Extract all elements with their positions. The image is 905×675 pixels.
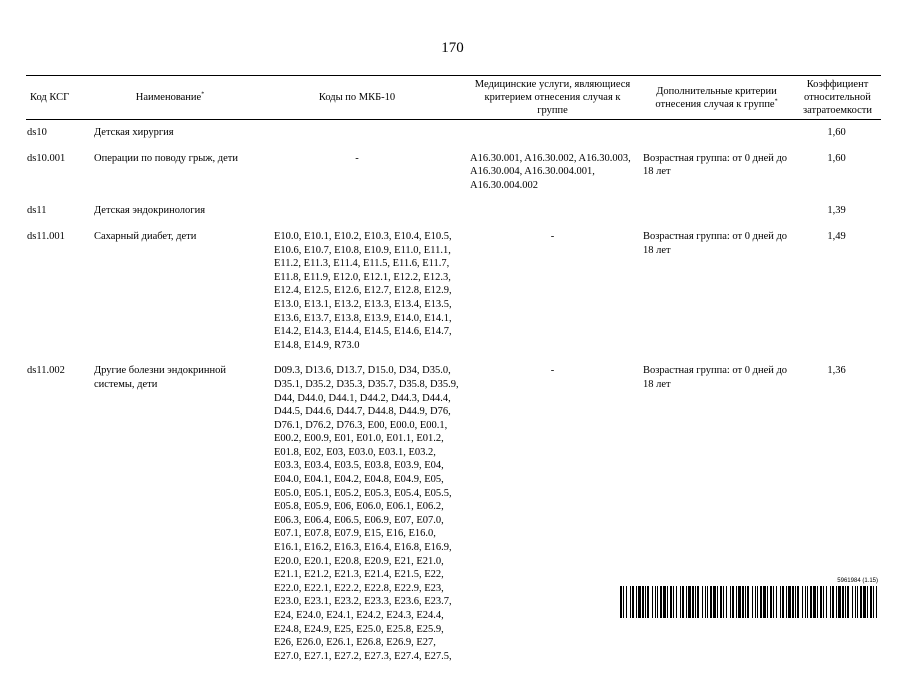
table-row (26, 126, 881, 152)
header-coef: Коэффициент относительной затратоемкости (794, 76, 881, 120)
row-services (466, 204, 639, 230)
page-number: 170 (441, 40, 464, 56)
row-name: Детская хирургия (94, 127, 174, 138)
barcode-block (620, 578, 878, 618)
row-code: ds11.001 (27, 230, 65, 242)
table-row (26, 230, 881, 364)
header-name-text: Наименование (135, 92, 202, 103)
barcode-graphic (620, 586, 878, 618)
row-criteria (639, 204, 794, 230)
row-icd: E10.0, E10.1, E10.2, E10.3, E10.4, E10.5, E10.6, E10.7, E10.8, E10.9, E11.0, E11.1, E11.2, E11.3, E11.4, E11.5, E11.6, E11.7, E11.8, E11.9, E12.0, E12.1, E12.2, E12.3, E12.4, E12.5, E12.6, E12.7, E12.8, E12.9, E13.0, E13.1, E13.2, E13.3, E13.4, E13.5, E13.6, E13.7, E13.8, E13.9, E14.0, E14.1, E14.2, E14.3, E14.4, E14.5, E14.6, E14.7, E14.8, E14.9, R73.0 (274, 230, 452, 351)
header-criteria (639, 76, 794, 120)
row-criteria: Возрастная группа: от 0 дней до 18 лет (643, 152, 788, 178)
row-services: - (550, 230, 555, 242)
row-coef: 1,36 (827, 365, 846, 377)
row-coef: 1,60 (827, 152, 846, 164)
row-coef: 1,49 (827, 230, 846, 242)
row-criteria: Возрастная группа: от 0 дней до 18 лет (643, 230, 788, 256)
row-icd: - (355, 152, 359, 164)
table-row (26, 204, 881, 230)
row-name: Операции по поводу грыж, дети (94, 152, 238, 164)
table-header-row (26, 76, 881, 120)
row-code: ds11.002 (27, 365, 65, 377)
row-name: Другие болезни эндокринной системы, дети (94, 365, 227, 390)
table-row (26, 152, 881, 205)
row-criteria (639, 126, 794, 152)
row-name: Сахарный диабет, дети (94, 230, 197, 242)
barcode-label: 5961984 (1.15) (837, 578, 878, 584)
header-name-mark: * (201, 91, 205, 98)
row-services: A16.30.001, A16.30.002, A16.30.003, A16.30.004, A16.30.004.001, A16.30.004.002 (470, 152, 631, 191)
row-coef: 1,60 (827, 127, 846, 138)
header-icd: Коды по МКБ-10 (248, 76, 466, 120)
header-criteria-mark: * (774, 98, 778, 104)
table-row (26, 364, 881, 675)
row-coef: 1,39 (827, 205, 846, 217)
header-name (92, 76, 248, 120)
row-code: ds10.001 (27, 152, 66, 164)
row-services: - (550, 365, 555, 377)
row-name: Детская эндокринология (94, 205, 206, 217)
row-criteria: Возрастная группа: от 0 дней до 18 лет (643, 365, 788, 390)
row-icd (248, 126, 466, 152)
row-services (466, 126, 639, 152)
header-code: Код КСГ (26, 76, 92, 120)
row-code: ds11 (27, 205, 47, 217)
row-code: ds10 (27, 127, 47, 138)
row-icd (248, 204, 466, 230)
header-criteria-text: Дополнительные критерии отнесения случая к группе (655, 85, 777, 110)
row-icd: D09.3, D13.6, D13.7, D15.0, D34, D35.0, D35.1, D35.2, D35.3, D35.7, D35.8, D35.9, D44, D44.0, D44.1, D44.2, D44.3, D44.4, D44.5, D44.6, D44.7, D44.8, D44.9, D76, D76.1, D76.2, D76.3, E00, E00.0, E00.1, E00.2, E00.9, E01, E01.0, E01.1, E01.2, E01.8, E02, E03, E03.0, E03.1, E03.2, E03.3, E03.4, E03.5, E03.8, E03.9, E04, E04.0, E04.1, E04.2, E04.8, E04.9, E05, E05.0, E05.1, E05.2, E05.3, E05.4, E05.5, E05.8, E05.9, E06, E06.0, E06.1, E06.2, E06.3, E06.4, E06.5, E06.9, E07, E07.0, E07.1, E07.8, E07.9, E15, E16, E16.0, E16.1, E16.2, E16.3, E16.4, E16.8, E16.9, E20.0, E20.1, E20.8, E20.9, E21, E21.0, E21.1, E21.2, E21.3, E21.4, E21.5, E22, E22.0, E22.1, E22.2, E22.8, E22.9, E23, E23.0, E23.1, E23.2, E23.3, E23.6, E23.7, E24, E24.0, E24.1, E24.2, E24.3, E24.4, E24.8, E24.9, E25, E25.0, E25.8, E25.9, E26, E26.0, E26.1, E26.8, E26.9, E27, E27.0, E27.1, E27.2, E27.3, E27.4, E27.5, (274, 365, 459, 662)
header-services: Медицинские услуги, являющиеся критерием отнесения случая к группе (466, 76, 639, 120)
